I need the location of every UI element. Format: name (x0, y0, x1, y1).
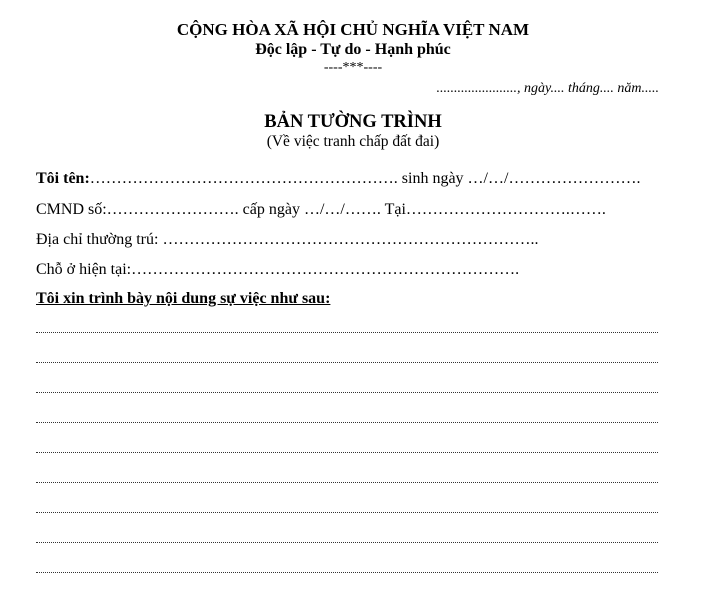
writing-line (36, 452, 658, 453)
writing-line (36, 572, 658, 573)
name-row (36, 170, 640, 188)
writing-line (36, 362, 658, 363)
writing-line (36, 332, 658, 333)
header-divider: ----***---- (323, 60, 383, 75)
document-subtitle: (Về việc tranh chấp đất đai) (266, 133, 440, 150)
writing-line (36, 512, 658, 513)
national-motto: Độc lập - Tự do - Hạnh phúc (255, 41, 451, 58)
national-title: CỘNG HÒA XÃ HỘI CHỦ NGHĨA VIỆT NAM (176, 20, 530, 39)
writing-line (36, 392, 658, 393)
birth-date-field: sinh ngày …/…/……………………. (397, 170, 641, 187)
writing-line (36, 422, 658, 423)
current-residence-row: Chỗ ở hiện tại:………………………………………………………………. (36, 261, 520, 278)
document-title: BẢN TƯỜNG TRÌNH (264, 112, 442, 132)
writing-line (36, 542, 658, 543)
id-row: CMND số:……………………. cấp ngày …/…/……. Tại………………………….……. (36, 201, 606, 218)
date-line: ......................., ngày.... tháng.... năm..... (436, 81, 659, 96)
address-row: Địa chỉ thường trú: …………………………………………………………….. (36, 231, 539, 248)
name-label: Tôi tên: (36, 170, 90, 187)
content-heading: Tôi xin trình bày nội dung sự việc như sau: (36, 290, 331, 307)
name-field: …………………………………………………. (89, 170, 398, 187)
writing-line (36, 482, 658, 483)
